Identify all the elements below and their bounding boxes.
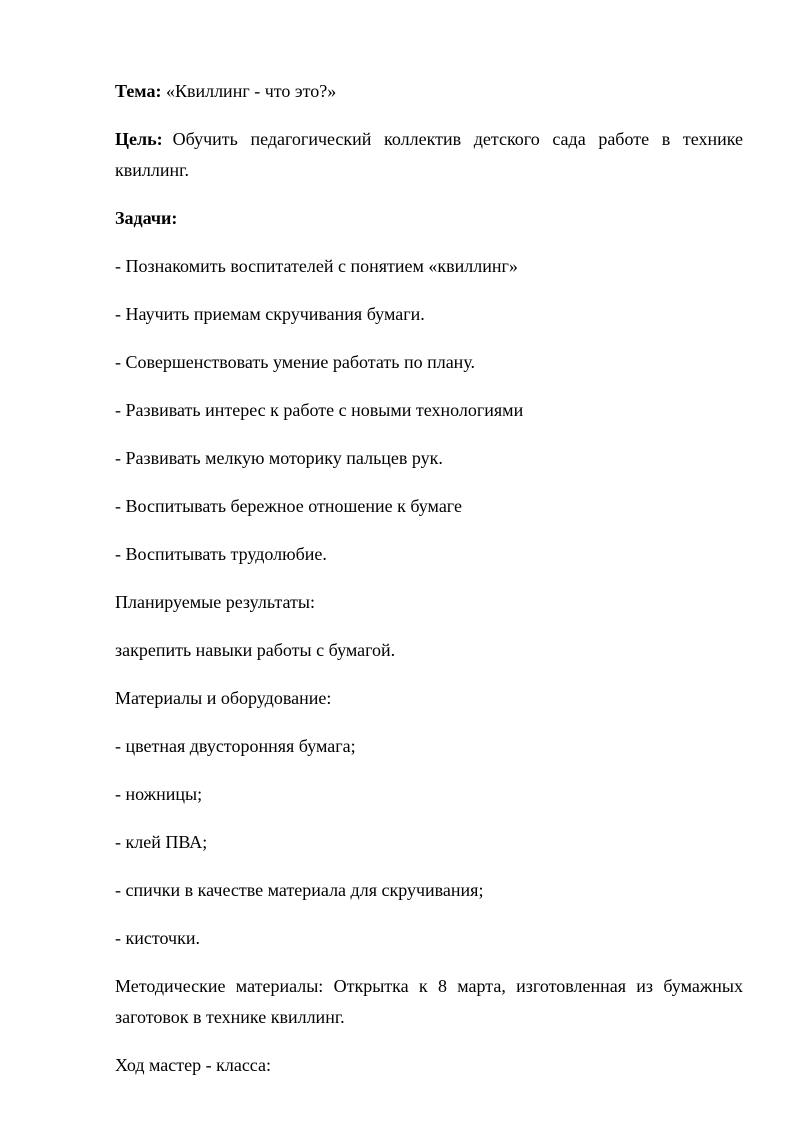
topic-line: [115, 76, 743, 107]
results-heading: Планируемые результаты:: [115, 592, 315, 612]
task-item: - Воспитывать бережное отношение к бумаге: [115, 496, 462, 516]
material-item: - кисточки.: [115, 928, 200, 948]
task-item: - Воспитывать трудолюбие.: [115, 544, 327, 564]
methodical-materials-paragraph: Методические материалы: Открытка к 8 марта, изготовленная из бумажных заготовок в технике квиллинг.: [115, 976, 743, 1027]
task-item: - Совершенствовать умение работать по плану.: [115, 352, 476, 372]
document-body: [115, 76, 743, 1098]
goal-label: Цель:: [115, 129, 163, 149]
goal-paragraph: [115, 124, 743, 186]
course-heading: Ход мастер - класса:: [115, 1055, 272, 1075]
topic-label: Тема:: [115, 81, 162, 101]
material-item: - цветная двусторонняя бумага;: [115, 736, 356, 756]
task-item: - Познакомить воспитателей с понятием «квиллинг»: [115, 256, 518, 276]
task-item: - Научить приемам скручивания бумаги.: [115, 304, 425, 324]
material-item: - ножницы;: [115, 784, 203, 804]
task-item: - Развивать мелкую моторику пальцев рук.: [115, 448, 443, 468]
materials-heading: Материалы и оборудование:: [115, 688, 332, 708]
task-item: - Развивать интерес к работе с новыми технологиями: [115, 400, 524, 420]
results-text: закрепить навыки работы с бумагой.: [115, 640, 396, 660]
material-item: - клей ПВА;: [115, 832, 208, 852]
tasks-heading: Задачи:: [115, 208, 178, 228]
goal-text: Обучить педагогический коллектив детского сада работе в технике квиллинг.: [115, 129, 743, 180]
material-item: - спички в качестве материала для скручивания;: [115, 880, 484, 900]
topic-text: «Квиллинг - что это?»: [165, 81, 337, 101]
